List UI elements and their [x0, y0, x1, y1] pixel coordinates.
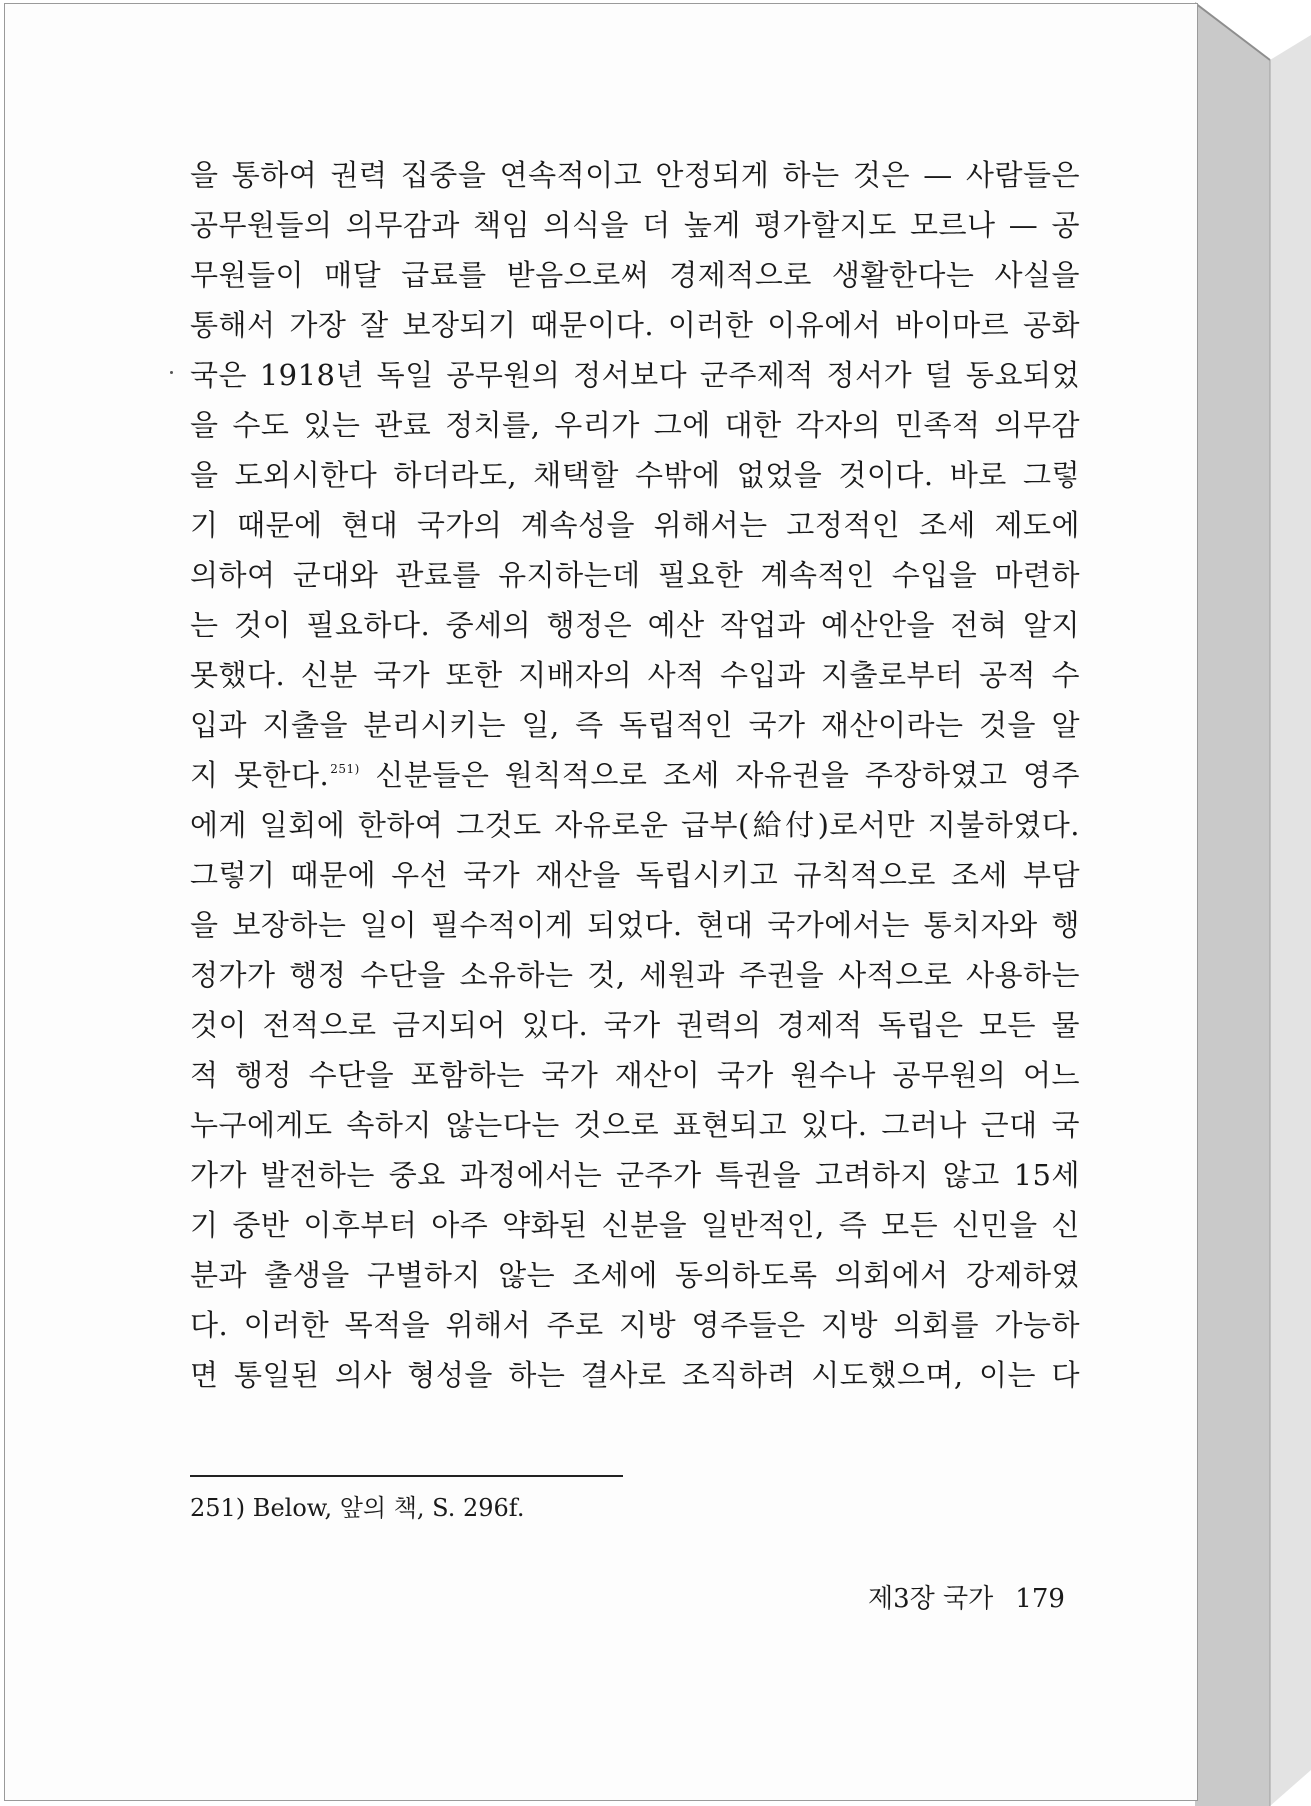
text-line: 에게 일회에 한하여 그것도 자유로운 급부(給付)로서만 지불하였다. — [190, 808, 1080, 842]
text-line: 분과 출생을 구별하지 않는 조세에 동의하도록 의회에서 강제하였 — [190, 1258, 1080, 1292]
text-line: 무원들이 매달 급료를 받음으로써 경제적으로 생활한다는 사실을 — [190, 258, 1080, 292]
text-line: 공무원들의 의무감과 책임 의식을 더 높게 평가할지도 모르나 — 공 — [190, 208, 1080, 242]
book-edge — [1195, 0, 1311, 1806]
footnote: 251) Below, 앞의 책, S. 296f. — [190, 1494, 525, 1522]
text-line: 적 행정 수단을 포함하는 국가 재산이 국가 원수나 공무원의 어느 — [190, 1058, 1080, 1092]
text-line: 을 도외시한다 하더라도, 채택할 수밖에 없었을 것이다. 바로 그렇 — [190, 458, 1080, 492]
text-line: 못했다. 신분 국가 또한 지배자의 사적 수입과 지출로부터 공적 수 — [190, 658, 1080, 692]
text-line: 의하여 군대와 관료를 유지하는데 필요한 계속적인 수입을 마련하 — [190, 558, 1080, 592]
text-line: 면 통일된 의사 형성을 하는 결사로 조직하려 시도했으며, 이는 다 — [190, 1358, 1080, 1392]
text-line: 통해서 가장 잘 보장되기 때문이다. 이러한 이유에서 바이마르 공화 — [190, 308, 1080, 342]
text-line: 가가 발전하는 중요 과정에서는 군주가 특권을 고려하지 않고 15세 — [190, 1158, 1080, 1192]
margin-dot — [170, 371, 173, 374]
text-line: 을 통하여 권력 집중을 연속적이고 안정되게 하는 것은 — 사람들은 — [190, 158, 1080, 192]
chapter-title: 제3장 국가 — [868, 1584, 994, 1614]
text-fragment: 신분들은 원칙적으로 조세 자유권을 주장하였고 영주 — [359, 758, 1080, 792]
body-text — [190, 150, 1080, 1400]
text-line: 다. 이러한 목적을 위해서 주로 지방 영주들은 지방 의회를 가능하 — [190, 1308, 1080, 1342]
text-line: 누구에게도 속하지 않는다는 것으로 표현되고 있다. 그러나 근대 국 — [190, 1108, 1080, 1142]
footnote-divider — [190, 1475, 623, 1477]
text-line: 것이 전적으로 금지되어 있다. 국가 권력의 경제적 독립은 모든 물 — [190, 1008, 1080, 1042]
text-line: 그렇기 때문에 우선 국가 재산을 독립시키고 규칙적으로 조세 부담 — [190, 858, 1080, 892]
text-line: 을 수도 있는 관료 정치를, 우리가 그에 대한 각자의 민족적 의무감 — [190, 408, 1080, 442]
text-fragment: 지 못한다. — [190, 758, 330, 792]
text-line: 기 중반 이후부터 아주 약화된 신분을 일반적인, 즉 모든 신민을 신 — [190, 1208, 1080, 1242]
text-line: 을 보장하는 일이 필수적이게 되었다. 현대 국가에서는 통치자와 행 — [190, 908, 1080, 942]
running-footer — [868, 1581, 1065, 1617]
text-line: 기 때문에 현대 국가의 계속성을 위해서는 고정적인 조세 제도에 — [190, 508, 1080, 542]
text-line: 는 것이 필요하다. 중세의 행정은 예산 작업과 예산안을 전혀 알지 — [190, 608, 1080, 642]
page-number: 179 — [1015, 1584, 1065, 1614]
text-line-with-footnote-ref — [190, 750, 1080, 800]
text-line: 입과 지출을 분리시키는 일, 즉 독립적인 국가 재산이라는 것을 알 — [190, 708, 1080, 742]
text-line: 국은 1918년 독일 공무원의 정서보다 군주제적 정서가 덜 동요되었 — [190, 358, 1080, 392]
footnote-ref[interactable]: 251) — [330, 762, 360, 776]
text-line: 정가가 행정 수단을 소유하는 것, 세원과 주권을 사적으로 사용하는 — [190, 958, 1080, 992]
